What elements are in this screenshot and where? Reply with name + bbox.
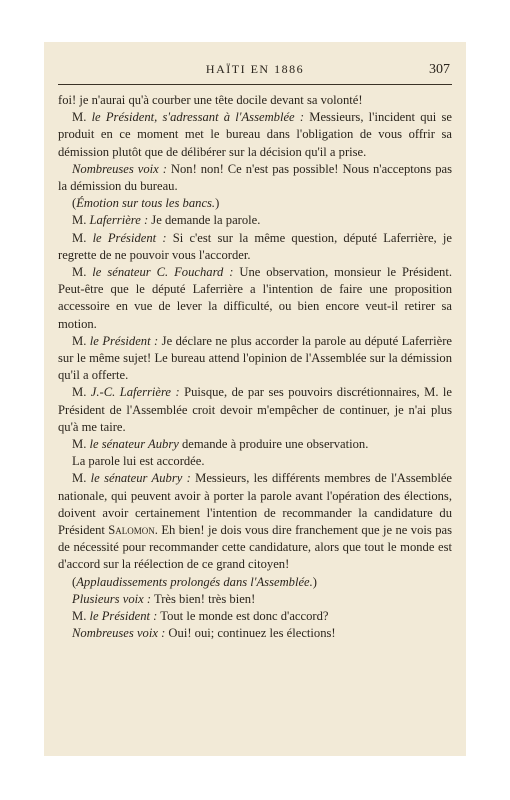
text-run: ) bbox=[215, 196, 220, 211]
italic-text: Plusieurs voix : bbox=[72, 591, 152, 606]
paragraph bbox=[58, 195, 452, 212]
italic-text: Émotion sur tous les bancs. bbox=[76, 196, 216, 211]
text-run: Messieurs, l'incident qui se produit en ce moment met le bureau dans l'obligation de vous offrir sa démission plutôt que de délibérer sur la décision qu'il a prise. bbox=[58, 110, 453, 159]
italic-text: le sénateur C. Fouchard : bbox=[92, 265, 234, 280]
text-run: Messieurs, les différents membres de l'Assemblée nationale, qui peuvent avoir à porter la parole avant l'opération des élections, doivent avoir certainement l'intention de recommander la candidature du Président bbox=[58, 471, 452, 538]
paragraph bbox=[58, 333, 452, 385]
text-run: Tout le monde est donc d'accord? bbox=[157, 609, 329, 624]
paragraph bbox=[58, 264, 452, 333]
italic-text: Laferrière : bbox=[89, 213, 149, 228]
text-run: Je demande la parole. bbox=[148, 213, 261, 228]
italic-text: le Président : bbox=[89, 333, 159, 348]
paragraph bbox=[58, 230, 452, 264]
running-title: HAÏTI EN 1886 bbox=[205, 62, 305, 76]
text-run: ) bbox=[312, 574, 317, 589]
italic-text: le Président : bbox=[89, 609, 158, 624]
text-run: M. bbox=[72, 265, 93, 280]
paragraph bbox=[58, 384, 452, 436]
text-run: Une observation, monsieur le Président. Peut-être que le député Laferrière a l'intention de faire une proposition accessoire en vue de lever la difficulté, ou bien encore veut-il retirer sa motion. bbox=[58, 265, 453, 331]
italic-text: le sénateur Aubry bbox=[89, 437, 179, 452]
header-rule bbox=[58, 84, 452, 85]
page-header bbox=[58, 62, 452, 80]
text-run: M. bbox=[72, 471, 91, 486]
text-run: ( bbox=[72, 196, 77, 211]
italic-text: J.-C. Laferrière : bbox=[90, 385, 180, 400]
text-run: Très bien! très bien! bbox=[151, 591, 256, 606]
italic-text: le Président, s'adressant à l'Assemblée : bbox=[91, 110, 305, 125]
paragraph bbox=[58, 212, 452, 229]
paragraph bbox=[58, 92, 452, 109]
paragraph bbox=[58, 436, 452, 453]
paragraph bbox=[58, 161, 452, 195]
text-run: La parole lui est accordée. bbox=[72, 454, 205, 469]
italic-text: le sénateur Aubry : bbox=[90, 471, 191, 486]
text-run: ( bbox=[72, 574, 77, 589]
italic-text: le Président : bbox=[92, 230, 167, 245]
small-caps-text: Salomon bbox=[108, 523, 155, 538]
paragraph bbox=[58, 109, 452, 161]
text-run: M. bbox=[72, 110, 92, 125]
paragraph bbox=[58, 608, 452, 625]
text-run: demande à produire une observation. bbox=[178, 437, 369, 452]
text-run: Oui! oui; continuez les élections! bbox=[165, 626, 336, 641]
paragraph bbox=[58, 591, 452, 608]
text-run: Si c'est sur la même question, député Laferrière, je regrette de ne pouvoir vous l'accorder. bbox=[58, 230, 452, 262]
text-run: M. bbox=[72, 609, 90, 624]
body-text bbox=[58, 92, 452, 643]
italic-text: Applaudissements prolongés dans l'Assemblée. bbox=[76, 574, 313, 589]
text-run: M. bbox=[72, 333, 90, 348]
paragraph bbox=[58, 625, 452, 642]
text-run: M. bbox=[72, 230, 93, 245]
italic-text: Nombreuses voix : bbox=[72, 161, 167, 176]
paragraph bbox=[58, 470, 452, 573]
page-number: 307 bbox=[429, 62, 450, 77]
book-page bbox=[44, 42, 466, 756]
text-run: M. bbox=[72, 385, 91, 400]
text-run: Je déclare ne plus accorder la parole au député Laferrière sur le même sujet! Le bureau attend l'opinion de l'Assemblée sur la démission qu'il a offerte. bbox=[58, 333, 452, 383]
text-run: foi! je n'aurai qu'à courber une tête docile devant sa volonté! bbox=[58, 93, 363, 107]
text-run: M. bbox=[72, 213, 90, 228]
text-run: Puisque, de par ses pouvoirs discrétionnaires, M. le Président de l'Assemblée croit devoir m'empêcher de continuer, je n'ai plus qu'à me taire. bbox=[58, 385, 452, 434]
italic-text: Nombreuses voix : bbox=[72, 626, 166, 641]
text-run: Non! non! Ce n'est pas possible! Nous n'acceptons pas la démission du bureau. bbox=[58, 161, 452, 194]
paragraph bbox=[58, 574, 452, 591]
text-run: M. bbox=[72, 437, 90, 452]
paragraph bbox=[58, 453, 452, 470]
text-run: . Eh bien! je dois vous dire franchement que je ne vois pas de nécessité pour recommander cette candidature, alors que tout le monde est d'accord sur la réélection de ce grand citoyen! bbox=[58, 523, 452, 572]
